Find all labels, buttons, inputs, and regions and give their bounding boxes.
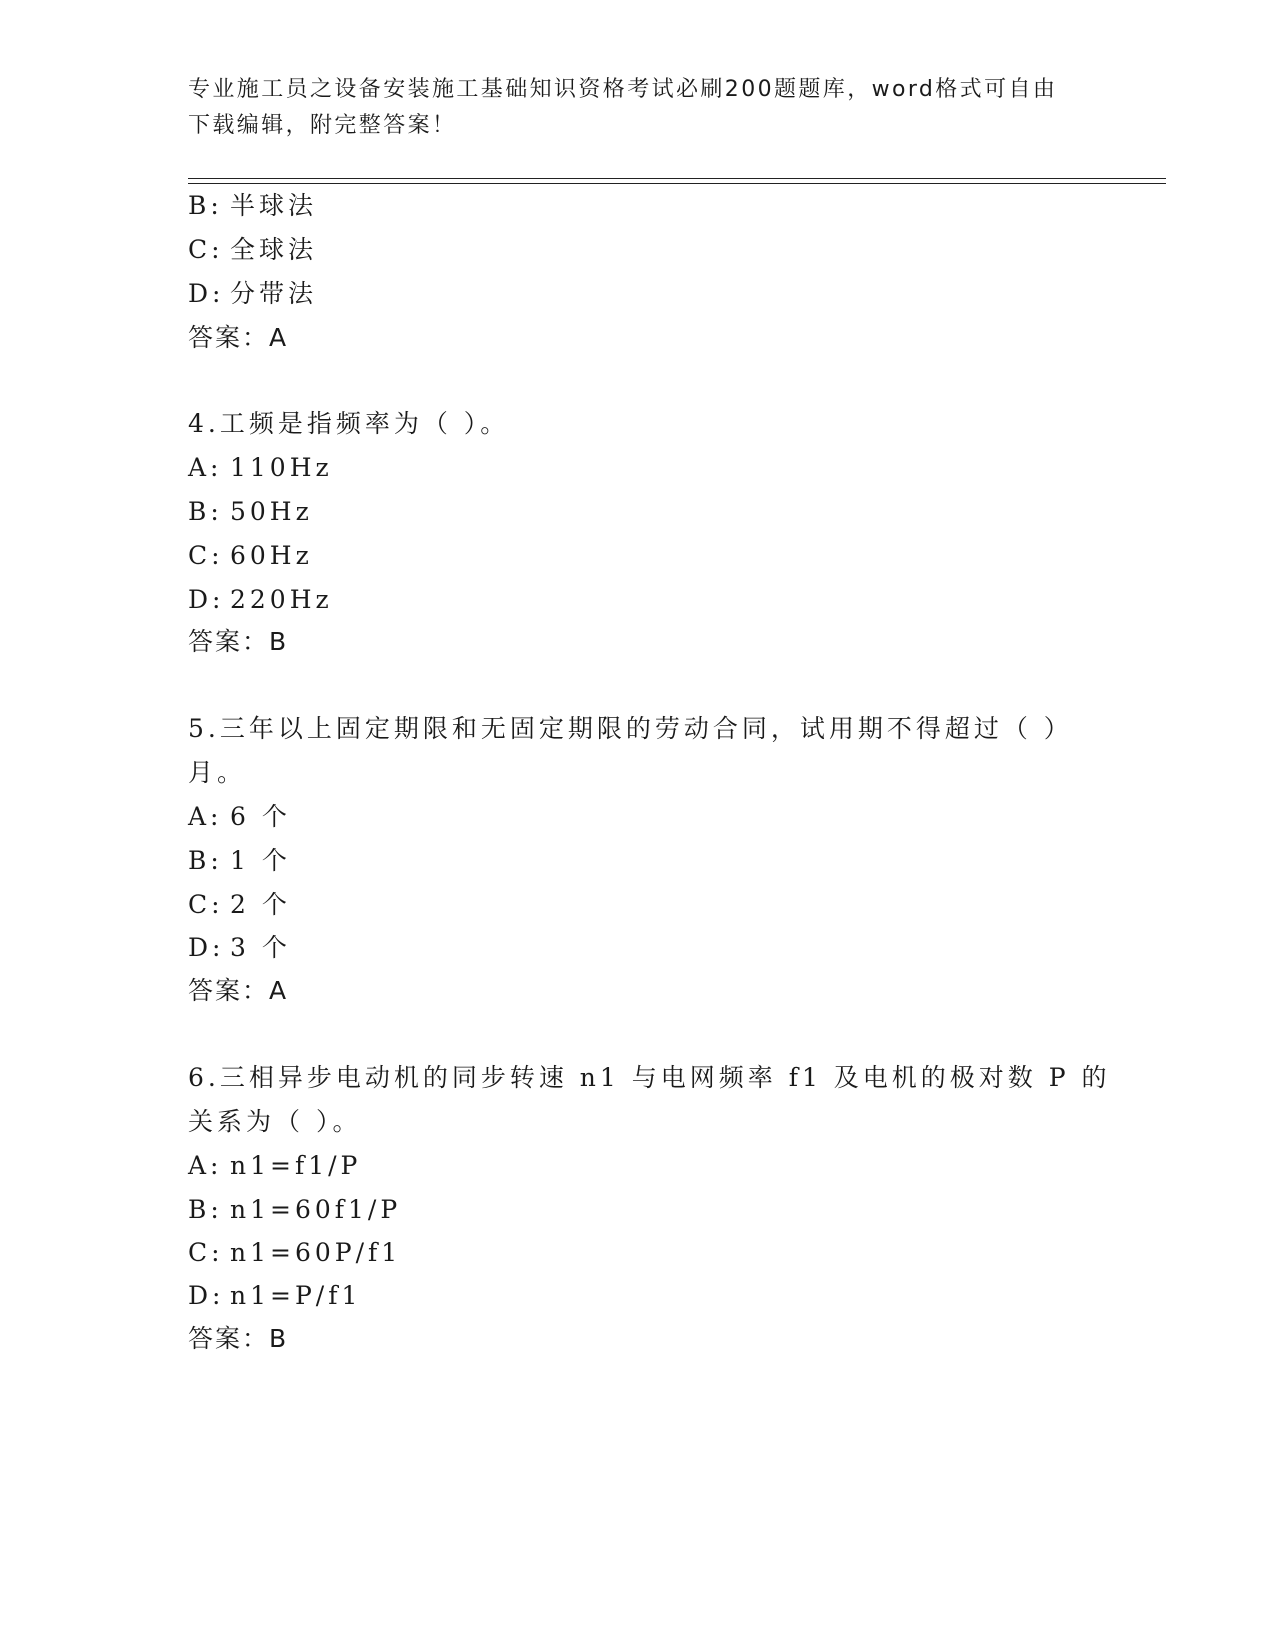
option-letter: D:	[188, 1281, 225, 1310]
q3-option-b	[188, 190, 317, 222]
q5-option-d	[188, 932, 291, 964]
option-letter: A:	[188, 802, 223, 831]
option-letter: B:	[188, 191, 223, 220]
option-letter: A:	[188, 1151, 223, 1180]
option-letter: B:	[188, 497, 223, 526]
option-text: 110Hz	[230, 453, 333, 482]
q4-option-c	[188, 540, 313, 572]
q5-stem-line-2: 月。	[188, 758, 247, 787]
option-text: 半球法	[230, 191, 318, 220]
q5-stem-line-1: 5.三年以上固定期限和无固定期限的劳动合同，试用期不得超过（ ）	[188, 714, 1073, 743]
q6-answer: 答案：B	[188, 1324, 289, 1353]
option-letter: C:	[188, 541, 224, 570]
option-letter: D:	[188, 933, 225, 962]
header-title-line-1: 专业施工员之设备安装施工基础知识资格考试必刷200题题库，word格式可自由	[188, 77, 1058, 102]
q4-stem: 4.工频是指频率为（ ）。	[188, 409, 510, 438]
header-divider-top	[188, 178, 1166, 179]
option-text: n1=P/f1	[230, 1281, 362, 1310]
header-title-line-2: 下载编辑，附完整答案！	[188, 113, 457, 138]
q3-option-c	[188, 234, 317, 266]
option-text: 60Hz	[230, 541, 313, 570]
option-text: 220Hz	[230, 585, 333, 614]
q6-stem-line-1: 6.三相异步电动机的同步转速 n1 与电网频率 f1 及电机的极对数 P 的	[188, 1063, 1111, 1092]
option-text: 3 个	[230, 933, 291, 962]
option-text: 50Hz	[230, 497, 313, 526]
option-text: 6 个	[230, 802, 291, 831]
option-letter: C:	[188, 1238, 224, 1267]
option-letter: C:	[188, 890, 224, 919]
q5-option-a	[188, 801, 291, 833]
option-text: 分带法	[230, 279, 318, 308]
option-text: n1=60f1/P	[230, 1195, 402, 1224]
option-letter: B:	[188, 846, 223, 875]
option-letter: D:	[188, 279, 225, 308]
q4-answer: 答案：B	[188, 627, 289, 656]
option-letter: C:	[188, 235, 224, 264]
option-text: n1=f1/P	[230, 1151, 362, 1180]
q4-option-d	[188, 584, 333, 616]
option-text: 2 个	[230, 890, 291, 919]
option-text: n1=60P/f1	[230, 1238, 402, 1267]
q4-option-a	[188, 452, 333, 484]
q6-stem-line-2: 关系为（ ）。	[188, 1107, 362, 1136]
q6-option-c	[188, 1237, 401, 1269]
q3-answer: 答案：A	[188, 323, 289, 352]
q5-option-b	[188, 845, 291, 877]
q5-option-c	[188, 889, 291, 921]
option-letter: B:	[188, 1195, 223, 1224]
q6-option-a	[188, 1150, 361, 1182]
q5-answer: 答案：A	[188, 976, 289, 1005]
q6-option-d	[188, 1280, 361, 1312]
option-letter: A:	[188, 453, 223, 482]
header-divider-bottom	[188, 183, 1166, 184]
q4-option-b	[188, 496, 313, 528]
option-letter: D:	[188, 585, 225, 614]
q3-option-d	[188, 278, 317, 310]
option-text: 全球法	[230, 235, 318, 264]
q6-option-b	[188, 1194, 401, 1226]
option-text: 1 个	[230, 846, 291, 875]
document-header	[188, 72, 1068, 144]
